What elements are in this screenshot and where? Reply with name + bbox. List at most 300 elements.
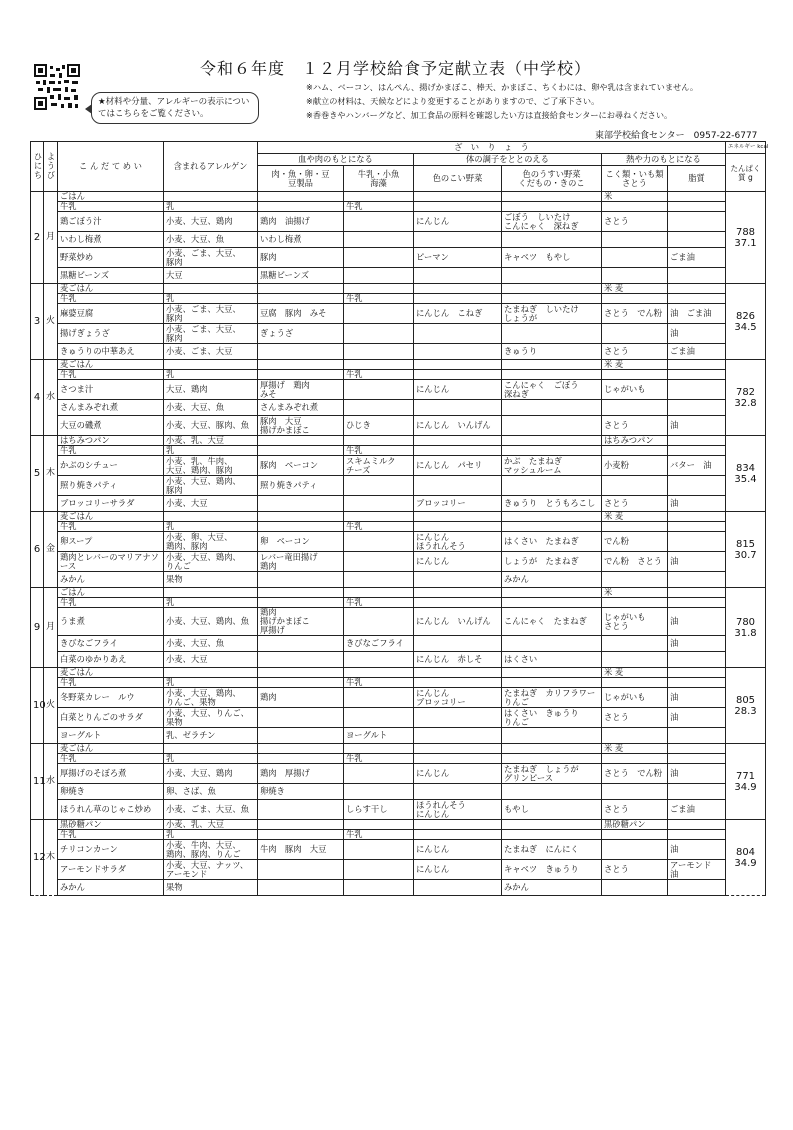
allergen xyxy=(164,284,258,294)
grain: 米 麦 xyxy=(602,284,668,294)
fat xyxy=(668,572,726,588)
light-veg xyxy=(502,202,602,212)
table-row xyxy=(31,668,766,678)
menu-name: きゅうりの中華あえ xyxy=(58,344,164,360)
dark-veg: にんじん 赤しそ xyxy=(414,652,502,668)
light-veg: もやし xyxy=(502,800,602,820)
grain xyxy=(602,268,668,284)
menu-name: 白菜のゆかりあえ xyxy=(58,652,164,668)
menu-name: 麦ごはん xyxy=(58,360,164,370)
fat xyxy=(668,436,726,446)
light-veg: しょうが たまねぎ xyxy=(502,552,602,572)
meat: 鶏肉 厚揚げ xyxy=(258,764,344,784)
col-grain: こく類・いも類 さとう xyxy=(602,166,668,192)
meat xyxy=(258,344,344,360)
meat: 鶏肉 xyxy=(258,688,344,708)
dark-veg: にんじん こねぎ xyxy=(414,304,502,324)
table-row xyxy=(31,456,766,476)
day-number: 11 xyxy=(31,744,44,820)
grain: 米 麦 xyxy=(602,360,668,370)
light-veg xyxy=(502,268,602,284)
grain xyxy=(602,652,668,668)
fat: バター 油 xyxy=(668,456,726,476)
grain: さとう xyxy=(602,800,668,820)
meat xyxy=(258,728,344,744)
allergen xyxy=(164,192,258,202)
col-meat: 肉・魚・卵・豆 豆製品 xyxy=(258,166,344,192)
menu-name: 照り焼きパティ xyxy=(58,476,164,496)
grain xyxy=(602,324,668,344)
menu-name: はちみつパン xyxy=(58,436,164,446)
milk xyxy=(344,380,414,400)
dark-veg: ピーマン xyxy=(414,248,502,268)
meat: 牛肉 豚肉 大豆 xyxy=(258,840,344,860)
dark-veg xyxy=(414,512,502,522)
grain: 米 xyxy=(602,192,668,202)
menu-name: 牛乳 xyxy=(58,294,164,304)
allergen: 小麦、ごま、大豆、魚 xyxy=(164,800,258,820)
dark-veg xyxy=(414,668,502,678)
fat: 油 xyxy=(668,688,726,708)
milk xyxy=(344,476,414,496)
milk xyxy=(344,360,414,370)
dark-veg xyxy=(414,232,502,248)
allergen: 小麦、乳、大豆 xyxy=(164,436,258,446)
notice-list xyxy=(306,80,698,122)
dark-veg xyxy=(414,830,502,840)
fat xyxy=(668,232,726,248)
light-veg xyxy=(502,370,602,380)
table-row xyxy=(31,598,766,608)
fat xyxy=(668,678,726,688)
protein-value: 37.1 xyxy=(734,237,757,249)
light-veg xyxy=(502,784,602,800)
energy-value: 771 xyxy=(735,770,756,782)
day-of-week: 火 xyxy=(44,668,58,744)
energy-value: 780 xyxy=(735,616,756,628)
grain: さとう xyxy=(602,708,668,728)
meat: 豚肉 大豆 揚げかまぼこ xyxy=(258,416,344,436)
meat xyxy=(258,572,344,588)
table-row xyxy=(31,688,766,708)
dark-veg: にんじん xyxy=(414,840,502,860)
grain: 米 麦 xyxy=(602,668,668,678)
fat: ごま油 xyxy=(668,344,726,360)
col-dark-veg: 色のこい野菜 xyxy=(414,166,502,192)
day-of-week: 木 xyxy=(44,436,58,512)
menu-name: いわし梅煮 xyxy=(58,232,164,248)
grain: 小麦粉 xyxy=(602,456,668,476)
milk xyxy=(344,212,414,232)
menu-name: きびなごフライ xyxy=(58,636,164,652)
light-veg xyxy=(502,598,602,608)
allergen: 小麦、大豆、ナッツ、 アーモンド xyxy=(164,860,258,880)
menu-name: 冬野菜カレー ルウ xyxy=(58,688,164,708)
allergen: 小麦、大豆、鶏肉、魚 xyxy=(164,608,258,636)
milk: きびなごフライ xyxy=(344,636,414,652)
table-row xyxy=(31,652,766,668)
grain: 黒砂糖パン xyxy=(602,820,668,830)
allergen: 乳 xyxy=(164,830,258,840)
milk xyxy=(344,820,414,830)
qr-code-icon xyxy=(34,64,80,110)
menu-body xyxy=(31,192,766,896)
dark-veg xyxy=(414,294,502,304)
table-row xyxy=(31,360,766,370)
dark-veg xyxy=(414,588,502,598)
col-allergen: 含まれるアレルゲン xyxy=(164,142,258,192)
day-of-week: 金 xyxy=(44,512,58,588)
meat xyxy=(258,370,344,380)
fat xyxy=(668,784,726,800)
milk xyxy=(344,496,414,512)
table-row xyxy=(31,522,766,532)
table-row xyxy=(31,572,766,588)
allergen: 小麦、大豆、豚肉、魚 xyxy=(164,416,258,436)
fat: ごま油 xyxy=(668,248,726,268)
grain: さとう xyxy=(602,344,668,360)
qr-code[interactable] xyxy=(34,64,80,110)
protein-value: 32.8 xyxy=(734,397,757,409)
table-row xyxy=(31,744,766,754)
table-row xyxy=(31,820,766,830)
menu-name: さつま汁 xyxy=(58,380,164,400)
meat: 豆腐 豚肉 みそ xyxy=(258,304,344,324)
table-row xyxy=(31,636,766,652)
table-row xyxy=(31,588,766,598)
energy-value: 805 xyxy=(735,694,756,706)
menu-name: 牛乳 xyxy=(58,202,164,212)
light-veg: たまねぎ にんにく xyxy=(502,840,602,860)
dark-veg xyxy=(414,284,502,294)
menu-name: 麦ごはん xyxy=(58,284,164,294)
milk xyxy=(344,248,414,268)
table-row xyxy=(31,192,766,202)
grain: じゃがいも さとう xyxy=(602,608,668,636)
menu-name: 麻婆豆腐 xyxy=(58,304,164,324)
milk xyxy=(344,652,414,668)
table-row xyxy=(31,436,766,446)
fat xyxy=(668,652,726,668)
light-veg xyxy=(502,400,602,416)
col-energy: エネルギー kcal xyxy=(726,142,766,154)
meat xyxy=(258,652,344,668)
dark-veg xyxy=(414,572,502,588)
allergen: 小麦、大豆、魚 xyxy=(164,400,258,416)
menu-name: チリコンカーン xyxy=(58,840,164,860)
table-row xyxy=(31,512,766,522)
grain: はちみつパン xyxy=(602,436,668,446)
allergen: 小麦、乳、大豆 xyxy=(164,820,258,830)
fat: 油 xyxy=(668,416,726,436)
dark-veg xyxy=(414,202,502,212)
notice-line: ※献立の材料は、天候などにより変更することがありますので、ご了承下さい。 xyxy=(306,96,600,106)
allergen: 果物 xyxy=(164,880,258,896)
milk xyxy=(344,268,414,284)
notice-line: ※香巻きやハンバーグなど、加工食品の原料を確認したい方は直接給食センターにお尋ねください。 xyxy=(306,110,673,120)
protein-value: 34.9 xyxy=(734,781,757,793)
meat xyxy=(258,744,344,754)
menu-name: 鶏ごぼう汁 xyxy=(58,212,164,232)
dark-veg xyxy=(414,360,502,370)
fat: 油 xyxy=(668,608,726,636)
milk xyxy=(344,668,414,678)
milk: 牛乳 xyxy=(344,202,414,212)
milk: スキムミルク チーズ xyxy=(344,456,414,476)
light-veg: きゅうり xyxy=(502,344,602,360)
fat: 油 xyxy=(668,496,726,512)
milk: 牛乳 xyxy=(344,754,414,764)
day-of-week: 月 xyxy=(44,192,58,284)
table-row xyxy=(31,344,766,360)
allergen: 小麦、大豆、魚 xyxy=(164,636,258,652)
allergen: 小麦、大豆、鶏肉 xyxy=(164,764,258,784)
light-veg xyxy=(502,294,602,304)
meat xyxy=(258,678,344,688)
day-of-week: 月 xyxy=(44,588,58,668)
light-veg xyxy=(502,668,602,678)
dark-veg: にんじん xyxy=(414,860,502,880)
table-row xyxy=(31,212,766,232)
meat xyxy=(258,522,344,532)
menu-name: ごはん xyxy=(58,588,164,598)
col-milk: 牛乳・小魚 海藻 xyxy=(344,166,414,192)
dark-veg xyxy=(414,370,502,380)
dark-veg xyxy=(414,678,502,688)
milk: 牛乳 xyxy=(344,294,414,304)
milk: 牛乳 xyxy=(344,598,414,608)
meat xyxy=(258,598,344,608)
milk xyxy=(344,588,414,598)
protein-value: 34.9 xyxy=(734,857,757,869)
menu-name: 牛乳 xyxy=(58,370,164,380)
allergen xyxy=(164,360,258,370)
table-row xyxy=(31,880,766,896)
allergen: 乳 xyxy=(164,678,258,688)
grain xyxy=(602,678,668,688)
table-row xyxy=(31,416,766,436)
menu-name: 牛乳 xyxy=(58,754,164,764)
fat xyxy=(668,880,726,896)
grain: さとう xyxy=(602,416,668,436)
milk: 牛乳 xyxy=(344,522,414,532)
milk xyxy=(344,552,414,572)
grain: さとう でん粉 xyxy=(602,764,668,784)
light-veg: キャベツ きゅうり xyxy=(502,860,602,880)
table-row xyxy=(31,268,766,284)
dark-veg: にんじん いんげん xyxy=(414,416,502,436)
grain xyxy=(602,598,668,608)
fat xyxy=(668,268,726,284)
meat xyxy=(258,880,344,896)
table-row xyxy=(31,446,766,456)
day-number: 4 xyxy=(31,360,44,436)
light-veg: はくさい たまねぎ xyxy=(502,532,602,552)
fat: ごま油 xyxy=(668,800,726,820)
menu-table xyxy=(30,141,769,896)
table-row xyxy=(31,202,766,212)
dark-veg xyxy=(414,820,502,830)
light-veg: こんにゃく ごぼう 深ねぎ xyxy=(502,380,602,400)
milk xyxy=(344,880,414,896)
menu-name: 卵焼き xyxy=(58,784,164,800)
milk: ヨーグルト xyxy=(344,728,414,744)
allergen: 小麦、大豆 xyxy=(164,652,258,668)
protein-value: 30.7 xyxy=(734,549,757,561)
grain: 米 xyxy=(602,588,668,598)
menu-name: 麦ごはん xyxy=(58,668,164,678)
milk xyxy=(344,232,414,248)
table-row xyxy=(31,232,766,248)
allergen: 小麦、ごま、大豆 xyxy=(164,344,258,360)
meat xyxy=(258,192,344,202)
milk xyxy=(344,840,414,860)
dark-veg xyxy=(414,446,502,456)
dark-veg xyxy=(414,192,502,202)
table-row xyxy=(31,678,766,688)
dark-veg xyxy=(414,784,502,800)
light-veg xyxy=(502,588,602,598)
fat: 油 xyxy=(668,764,726,784)
dark-veg xyxy=(414,598,502,608)
milk xyxy=(344,688,414,708)
fat xyxy=(668,294,726,304)
menu-name: うま煮 xyxy=(58,608,164,636)
dark-veg: ほうれんそう にんじん xyxy=(414,800,502,820)
menu-name: 厚揚げのそぼろ煮 xyxy=(58,764,164,784)
menu-name: かぶのシチュー xyxy=(58,456,164,476)
dark-veg: にんじん パセリ xyxy=(414,456,502,476)
nutrition-values xyxy=(726,512,766,588)
menu-name: ブロッコリーサラダ xyxy=(58,496,164,512)
allergen: 小麦、大豆、魚 xyxy=(164,232,258,248)
milk xyxy=(344,608,414,636)
light-veg xyxy=(502,416,602,436)
energy-value: 804 xyxy=(735,846,756,858)
meat xyxy=(258,708,344,728)
light-veg xyxy=(502,476,602,496)
meat: 卵焼き xyxy=(258,784,344,800)
grain: さとう でん粉 xyxy=(602,304,668,324)
meat: 照り焼きパティ xyxy=(258,476,344,496)
grain: さとう xyxy=(602,496,668,512)
fat xyxy=(668,476,726,496)
menu-name: 麦ごはん xyxy=(58,744,164,754)
meat xyxy=(258,360,344,370)
milk xyxy=(344,324,414,344)
dark-veg: にんじん ほうれんそう xyxy=(414,532,502,552)
table-row xyxy=(31,708,766,728)
meat: レバー竜田揚げ 鶏肉 xyxy=(258,552,344,572)
menu-name: みかん xyxy=(58,880,164,896)
day-of-week: 水 xyxy=(44,360,58,436)
milk: 牛乳 xyxy=(344,830,414,840)
menu-name: 大豆の磯煮 xyxy=(58,416,164,436)
grain xyxy=(602,446,668,456)
dark-veg xyxy=(414,744,502,754)
menu-name: 牛乳 xyxy=(58,598,164,608)
fat: 油 xyxy=(668,636,726,652)
allergen: 小麦、牛肉、大豆、 鶏肉、豚肉、りんご xyxy=(164,840,258,860)
menu-name: アーモンドサラダ xyxy=(58,860,164,880)
dark-veg: にんじん ブロッコリー xyxy=(414,688,502,708)
menu-name: 黒糖ビーンズ xyxy=(58,268,164,284)
grain xyxy=(602,880,668,896)
light-veg: キャベツ もやし xyxy=(502,248,602,268)
qr-note: ★材料や分量、アレルギーの表示についてはこちらをご覧ください。 xyxy=(91,92,259,124)
fat xyxy=(668,360,726,370)
allergen xyxy=(164,668,258,678)
meat xyxy=(258,860,344,880)
fat xyxy=(668,668,726,678)
nutrition-values xyxy=(726,284,766,360)
milk: 牛乳 xyxy=(344,446,414,456)
meat: さんまみぞれ煮 xyxy=(258,400,344,416)
allergen xyxy=(164,588,258,598)
allergen: 小麦、大豆、鶏肉、 りんご、果物 xyxy=(164,688,258,708)
fat xyxy=(668,532,726,552)
energy-value: 788 xyxy=(735,226,756,238)
milk xyxy=(344,400,414,416)
allergen: 乳 xyxy=(164,598,258,608)
light-veg xyxy=(502,728,602,744)
dark-veg xyxy=(414,268,502,284)
nutrition-values xyxy=(726,820,766,896)
allergen: 乳 xyxy=(164,446,258,456)
nutrition-values xyxy=(726,360,766,436)
menu-name: 牛乳 xyxy=(58,830,164,840)
allergen: 小麦、大豆 xyxy=(164,496,258,512)
allergen: 大豆、鶏肉 xyxy=(164,380,258,400)
milk xyxy=(344,708,414,728)
table-row xyxy=(31,476,766,496)
light-veg xyxy=(502,192,602,202)
col-zairyo: ざ い り ょ う xyxy=(258,142,726,154)
allergen: 乳 xyxy=(164,370,258,380)
fat xyxy=(668,728,726,744)
nutrition-values xyxy=(726,744,766,820)
notice-line: ※ハム、ベーコン、はんぺん、揚げかまぼこ、棒天、かまぼこ、ちくわには、卵や乳は含まれていません。 xyxy=(306,82,699,92)
meat xyxy=(258,588,344,598)
milk xyxy=(344,860,414,880)
meat xyxy=(258,800,344,820)
allergen: 大豆 xyxy=(164,268,258,284)
allergen: 果物 xyxy=(164,572,258,588)
energy-value: 826 xyxy=(735,310,756,322)
dark-veg xyxy=(414,636,502,652)
fat xyxy=(668,744,726,754)
milk xyxy=(344,744,414,754)
allergen: 乳 xyxy=(164,202,258,212)
allergen: 乳、ゼラチン xyxy=(164,728,258,744)
light-veg xyxy=(502,284,602,294)
light-veg xyxy=(502,678,602,688)
grain xyxy=(602,840,668,860)
nutrition-values xyxy=(726,588,766,668)
grain xyxy=(602,370,668,380)
day-of-week: 火 xyxy=(44,284,58,360)
day-number: 10 xyxy=(31,668,44,744)
meat: ぎょうざ xyxy=(258,324,344,344)
day-number: 12 xyxy=(31,820,44,896)
center-contact: 東部学校給食センター 0957-22-6777 xyxy=(595,131,758,141)
table-row xyxy=(31,552,766,572)
col-menu: こ ん だ て め い xyxy=(58,142,164,192)
grain xyxy=(602,754,668,764)
allergen: 卵、さば、魚 xyxy=(164,784,258,800)
menu-name: ヨーグルト xyxy=(58,728,164,744)
light-veg: たまねぎ カリフラワー りんご xyxy=(502,688,602,708)
